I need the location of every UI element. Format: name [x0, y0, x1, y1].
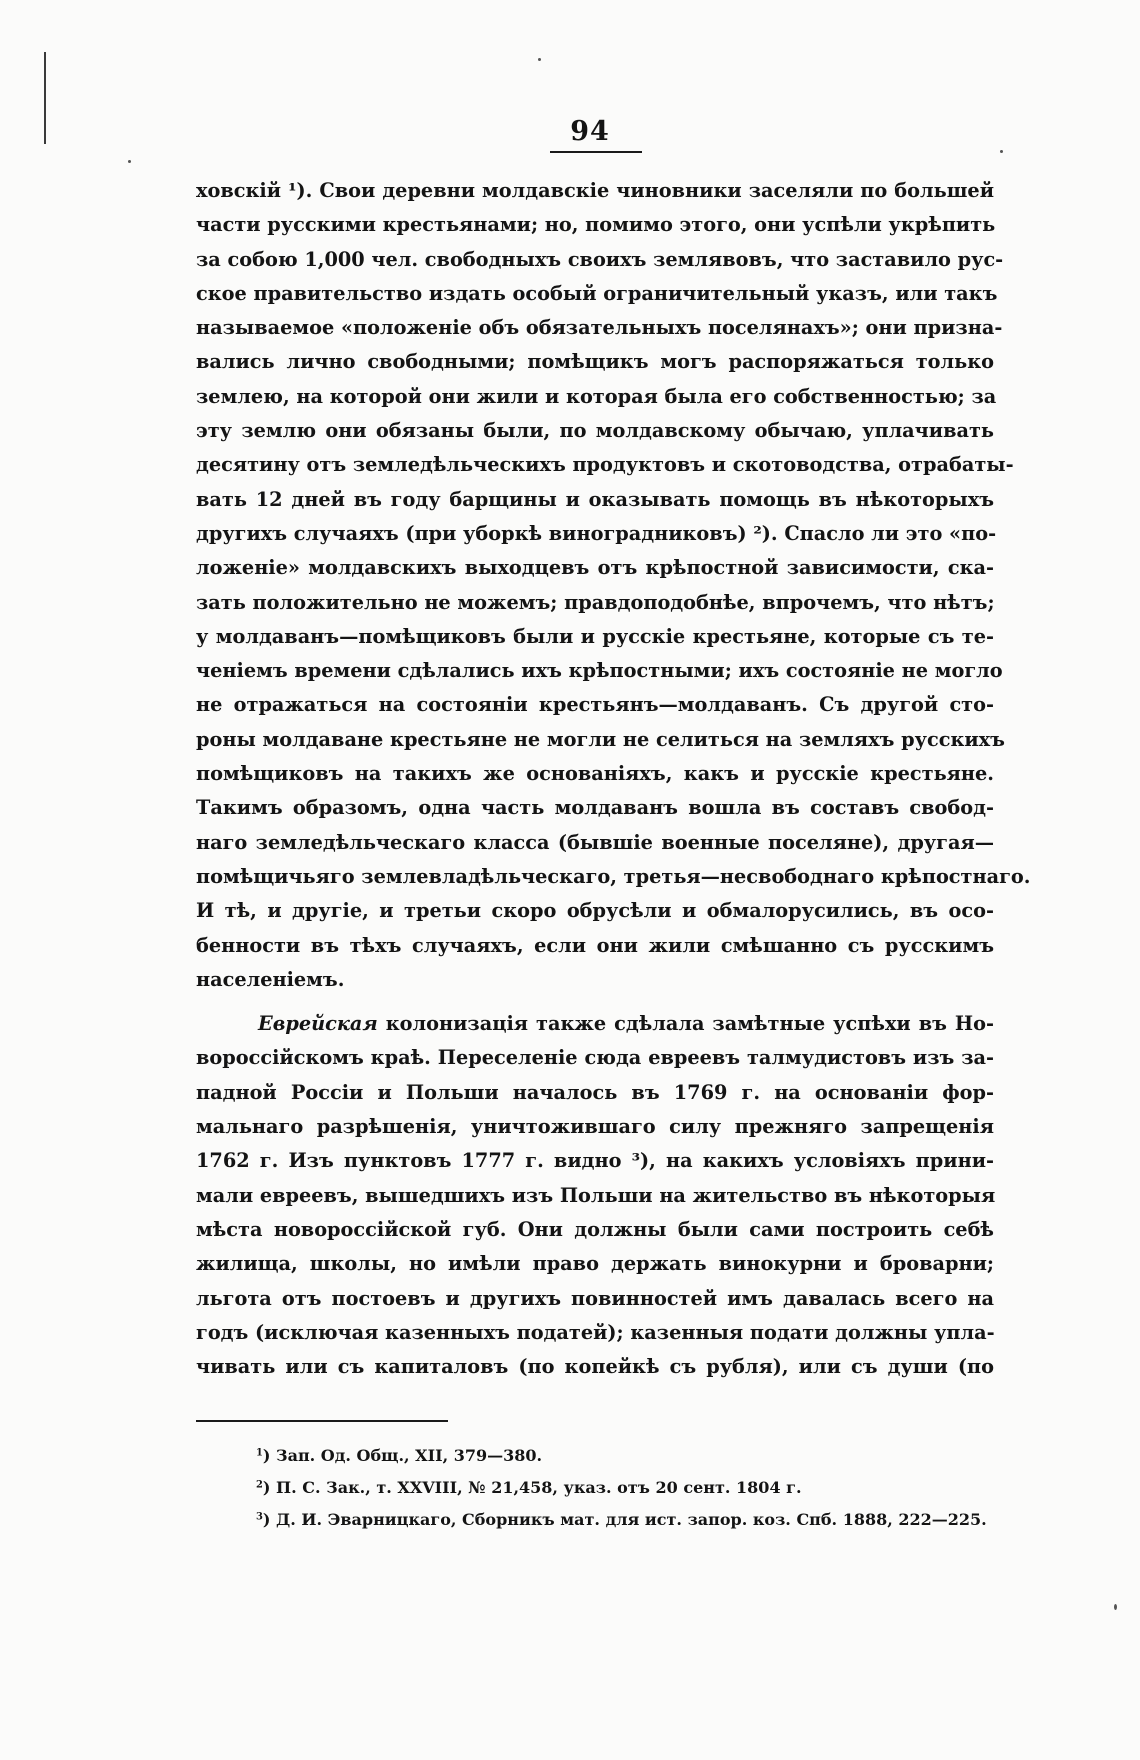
paragraph-lead-line: [196, 1007, 994, 1041]
text-line: чивать или съ капиталовъ (по копейкѣ съ рубля), или съ души (по: [196, 1355, 994, 1379]
text-line: десятину отъ земледѣльческихъ продуктовъ и скотоводства, отрабаты-: [196, 453, 1014, 477]
text-line: ченіемъ времени сдѣлались ихъ крѣпостными; ихъ состояніе не могло: [196, 659, 1003, 683]
text-line: Такимъ образомъ, одна часть молдаванъ вошла въ составъ свобод-: [196, 796, 994, 820]
text-line: части русскими крестьянами; но, помимо этого, они успѣли укрѣпить: [196, 213, 996, 237]
footnote-2: [256, 1472, 1016, 1504]
scan-speck: [1000, 150, 1003, 153]
text-line: зать положительно не можемъ; правдоподобнѣе, впрочемъ, что нѣтъ;: [196, 590, 995, 614]
footnote-1: [256, 1440, 1016, 1472]
body-text: [196, 174, 1031, 1384]
scan-speck: [128, 160, 131, 163]
text-line: И тѣ, и другіе, и третьи скоро обрусѣли и обмалорусились, въ осо-: [196, 899, 994, 923]
footnote-text: ) П. С. Зак., т. XXVIII, № 21,458, указ. отъ 20 сент. 1804 г.: [262, 1478, 802, 1497]
italic-term: Еврейская: [258, 1012, 378, 1036]
text-line: у молдаванъ—помѣщиковъ были и русскіе крестьяне, которые съ те-: [196, 624, 994, 648]
text-line: не отражаться на состояніи крестьянъ—молдаванъ. Съ другой сто-: [196, 693, 994, 717]
lead-line-rest: колонизація также сдѣлала замѣтные успѣхи въ Но-: [377, 1012, 994, 1036]
footnote-mark: 1: [256, 1447, 263, 1459]
text-line: мѣста новороссійской губ. Они должны были сами построить себѣ: [196, 1217, 994, 1241]
text-line: другихъ случаяхъ (при уборкѣ виноградниковъ) ²). Спасло ли это «по-: [196, 521, 997, 545]
text-line: ховскій ¹). Свои деревни молдавскіе чиновники заселяли по большей: [196, 179, 994, 202]
text-line: льгота отъ постоевъ и другихъ повинностей имъ давалась всего на: [196, 1286, 994, 1310]
footnote-separator: [196, 1420, 448, 1422]
text-line: жилища, школы, но имѣли право держать винокурни и броварни;: [196, 1252, 994, 1276]
footnote-mark: 2: [256, 1479, 263, 1491]
text-line: наго земледѣльческаго класса (бывшіе военные поселяне), другая—: [196, 830, 994, 854]
page-number-underline: [550, 151, 642, 153]
text-line: мальнаго разрѣшенія, уничтожившаго силу прежняго запрещенія: [196, 1115, 994, 1139]
text-line: за собою 1,000 чел. свободныхъ своихъ землявовъ, что заставило рус-: [196, 247, 1004, 271]
text-line: помѣщиковъ на такихъ же основаніяхъ, какъ и русскіе крестьяне.: [196, 762, 994, 786]
text-line: ское правительство издать особый ограничительный указъ, или такъ: [196, 281, 998, 305]
text-line: помѣщичьяго землевладѣльческаго, третья—несвободнаго крѣпостнаго.: [196, 864, 1031, 888]
scan-speck: [538, 58, 541, 61]
scan-speck: [1114, 1604, 1117, 1610]
text-line: бенности въ тѣхъ случаяхъ, если они жили смѣшанно съ русскимъ: [196, 933, 994, 957]
text-line: вороссійскомъ краѣ. Переселеніе сюда евреевъ талмудистовъ изъ за-: [196, 1046, 994, 1070]
text-line: населеніемъ.: [196, 967, 345, 991]
text-line: землею, на которой они жили и которая была его собственностью; за: [196, 384, 997, 408]
text-line: падной Россіи и Польши началось въ 1769 г. на основаніи фор-: [196, 1080, 994, 1104]
text-line: 1762 г. Изъ пунктовъ 1777 г. видно ³), на какихъ условіяхъ прини-: [196, 1149, 994, 1173]
text-line: мали евреевъ, вышедшихъ изъ Польши на жительство въ нѣкоторыя: [196, 1183, 996, 1207]
footnote-text: ) Д. И. Эварницкаго, Сборникъ мат. для ист. запор. коз. Спб. 1888, 222—225.: [262, 1510, 987, 1529]
text-line: роны молдаване крестьяне не могли не селиться на земляхъ русскихъ: [196, 727, 1005, 751]
footnotes: [256, 1440, 1016, 1536]
footnote-3: [256, 1504, 1016, 1536]
text-line: вать 12 дней въ году барщины и оказывать помощь въ нѣкоторыхъ: [196, 487, 994, 511]
text-line: эту землю они обязаны были, по молдавскому обычаю, уплачивать: [196, 419, 994, 443]
binding-edge-mark: [44, 52, 46, 144]
page-number: 94: [570, 116, 610, 147]
footnote-mark: 3: [256, 1511, 263, 1523]
text-line: называемое «положеніе объ обязательныхъ поселянахъ»; они призна-: [196, 316, 1003, 340]
text-line: вались лично свободными; помѣщикъ могъ распоряжаться только: [196, 350, 994, 374]
footnote-text: ) Зап. Од. Общ., XII, 379—380.: [262, 1446, 543, 1465]
text-line: ложеніе» молдавскихъ выходцевъ отъ крѣпостной зависимости, ска-: [196, 556, 994, 580]
text-line: годъ (исключая казенныхъ податей); казенныя подати должны упла-: [196, 1320, 995, 1344]
